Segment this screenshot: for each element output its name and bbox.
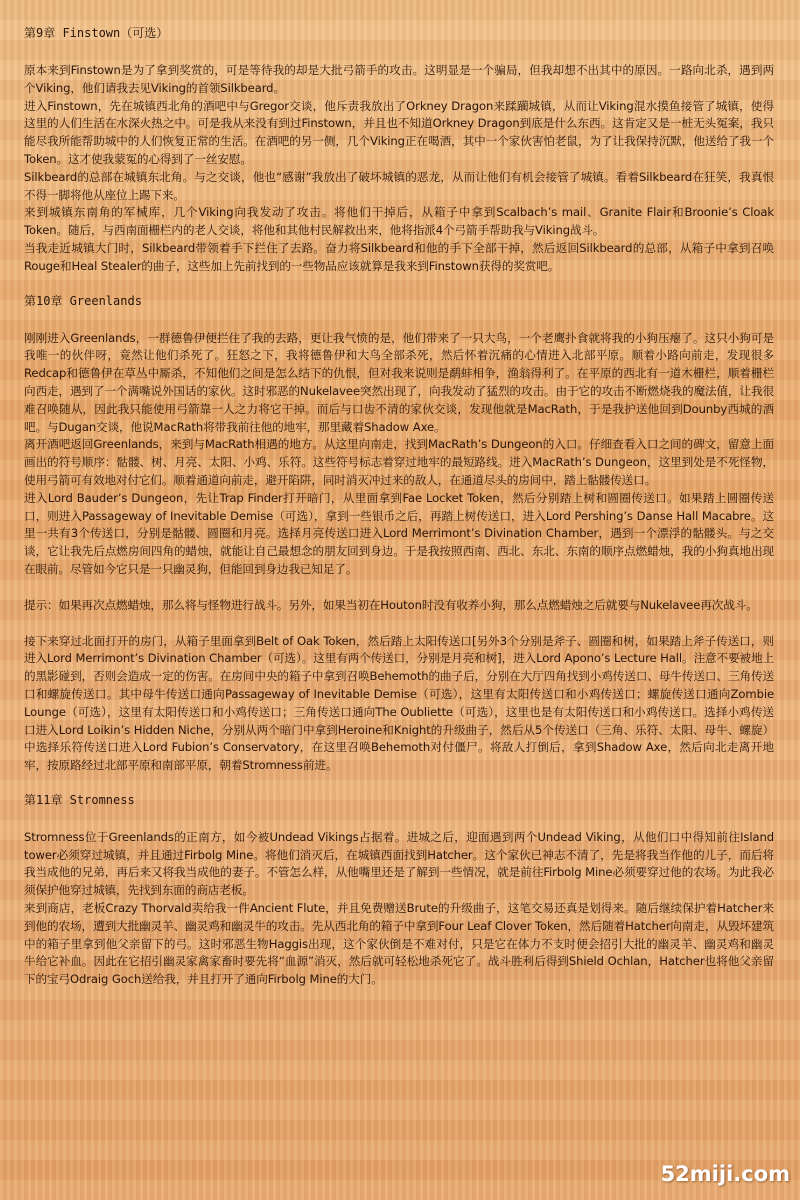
chapter-10-title: 第10章 Greenlands: [24, 293, 142, 308]
chapter-10-paragraph: 接下来穿过北面打开的房门，从箱子里面拿到Belt of Oak Token，然后踏上太阳传送口[另外3个分别是斧子、圆圈和树，如果踏上斧子传送口，则进入Lord Merrimont’s Divination Chamber（可选）。这里有两个传送口，分别是月亮和树]，进入Lord Apono’s Lecture Hall。注意不要被地上的黑影碰到，否则会造成一定的伤害。在房间中央的箱子中拿到召唤Behemoth的曲子后，分别在大厅四角找到小鸡传送口、母牛传送口、三角传送口和螺旋传送口。其中母牛传送口通向Passageway of Inevitable Demise（可选），这里有太阳传送口和小鸡传送口；螺旋传送口通向Zombie Lounge（可选），这里有太阳传送口和小鸡传送口；三角传送口通向The Oubliette（可选），这里也是有太阳传送口和小鸡传送口。选择小鸡传送口进入Lord Loikin’s Hidden Niche，分别从两个暗门中拿到Heroine和Knight的升级曲子，然后从5个传送口（三角、乐符、太阳、母牛、螺旋）中选择乐符传送口进入Lord Fubion’s Conservatory，在这里召唤Behemoth对付僵尸。将敌人打倒后，拿到Shadow Axe，然后向北走离开地牢，按原路经过北部平原和南部平原，朝着Stromness前进。: [24, 633, 774, 773]
chapter-10-paragraph: 进入Lord Bauder’s Dungeon，先让Trap Finder打开暗门，从里面拿到Fae Locket Token，然后分别踏上树和圆圈传送口。如果踏上圆圈传送口，则进入Passageway of Inevitable Demise（可选），拿到一些银币之后，再踏上树传送口，进入Lord Pershing’s Danse Hall Macabre。这里一共有3个传送口，分别是骷髅、圆圈和月亮。选择月亮传送口进入Lord Merrimont’s Divination Chamber，遇到一个漂浮的骷髅头。与之交谈，它让我先后点燃房间四角的蜡烛，就能让自己最想念的朋友回到身边。于是我按照西南、西北、东北、东南的顺序点燃蜡烛，我的小狗真地出现在眼前。尽管如今它只是一只幽灵狗，但能回到身边我已知足了。: [24, 490, 774, 576]
chapter-9-paragraph: 进入Finstown，先在城镇西北角的酒吧中与Gregor交谈，他斥责我放出了Orkney Dragon来蹂躏城镇，从而让Viking混水摸鱼接管了城镇，使得这里的人们生活在水深火热之中。可是我从来没有到过Finstown，并且也不知道Orkney Dragon到底是什么东西。这肯定又是一桩无头冤案，我只能尽我所能帮助城中的人们恢复正常的生活。在酒吧的另一侧，几个Viking正在喝酒，其中一个家伙害怕老鼠，为了让我保持沉默，他送给了我一个Token。这才使我蒙冤的心得到了一丝安慰。: [24, 98, 774, 166]
site-watermark: 52miji.com: [660, 1162, 790, 1186]
chapter-11-title: 第11章 Stromness: [24, 792, 135, 807]
chapter-10-paragraph: 刚刚进入Greenlands，一群德鲁伊便拦住了我的去路，更让我气愤的是，他们带来了一只大鸟，一个老鹰扑食就将我的小狗压瘪了。这只小狗可是我唯一的伙伴呀，竟然让他们杀死了。狂怒之下，我将德鲁伊和大鸟全部杀死，然后怀着沉痛的心情进入北部平原。顺着小路向前走，发现很多Redcap和德鲁伊在草丛中厮杀，不知他们之间是怎么结下的仇恨，但对我来说则是鹬蚌相争，渔翁得利了。在平原的西北有一道木栅栏，顺着栅栏向西走，遇到了一个满嘴说外国话的家伙。这时邪恶的Nukelavee突然出现了，向我发动了猛烈的攻击。由于它的攻击不断燃烧我的魔法值，让我很难召唤随从，因此我只能使用弓箭靠一人之力将它干掉。而后与口齿不清的家伙交谈，发现他就是MacRath，于是我护送他回到Dounby西城的酒吧。与Dugan交谈，他说MacRath将带我前往他的地牢，那里藏着Shadow Axe。: [24, 330, 774, 434]
chapter-10-tip: 提示：如果再次点燃蜡烛，那么将与怪物进行战斗。另外，如果当初在Houton时没有收养小狗，那么点燃蜡烛之后就要与Nukelavee再次战斗。: [24, 597, 758, 612]
chapter-9-paragraph: Silkbeard的总部在城镇东北角。与之交谈，他也“感谢”我放出了破坏城镇的恶龙，从而让他们有机会接管了城镇。看着Silkbeard在狂笑，我真恨不得一脚将他从座位上踢下来。: [24, 169, 774, 202]
chapter-9-paragraph: 当我走近城镇大门时，Silkbeard带领着手下拦住了去路。奋力将Silkbeard和他的手下全部干掉，然后返回Silkbeard的总部，从箱子中拿到召唤Rouge和Heal Stealer的曲子，这些加上先前找到的一些物品应该就算是我来到Finstown获得的奖赏吧。: [24, 240, 774, 273]
chapter-10: [24, 290, 774, 775]
chapter-11-paragraph: Stromness位于Greenlands的正南方，如今被Undead Vikings占据着。进城之后，迎面遇到两个Undead Viking，从他们口中得知前往Island tower必须穿过城镇，并且通过Firbolg Mine。将他们消灭后，在城镇西面找到Hatcher。这个家伙已神志不清了，先是将我当作他的儿子，而后将我当成他的兄弟，再后来又将我当成他的妻子。不管怎么样，从他嘴里还是了解到一些情况，就是前往Firbolg Mine必须要穿过他的农场。为此我必须保护他穿过城镇，先找到东面的商店老板。: [24, 829, 774, 898]
chapter-9-paragraph: 来到城镇东南角的军械库，几个Viking向我发动了攻击。将他们干掉后，从箱子中拿到Scalbach’s mail、Granite Flair和Broonie’s Cloak Token。随后，与西南面栅栏内的老人交谈，将他和其他村民解救出来，他将指派4个弓箭手帮助我与Viking战斗。: [24, 205, 774, 238]
chapter-11-paragraph: 来到商店，老板Crazy Thorvald卖给我一件Ancient Flute，并且免费赠送Brute的升级曲子，这笔交易还真是划得来。随后继续保护着Hatcher来到他的农场，遭到大批幽灵羊、幽灵鸡和幽灵牛的攻击。先从西北角的箱子中拿到Four Leaf Clover Token，然后随着Hatcher向南走，从毁坏建筑中的箱子里拿到他父亲留下的弓。这时邪恶生物Haggis出现，这个家伙倒是不难对付，只是它在体力不支时便会招引大批的幽灵羊、幽灵鸡和幽灵牛给它补血。因此在它招引幽灵家禽家畜时要先将“血源”消灭，然后就可轻松地杀死它了。战斗胜利后得到Shield Ochlan，Hatcher也将他父亲留下的宝弓Odraig Goch送给我，并且打开了通向Firbolg Mine的大门。: [24, 901, 774, 987]
chapter-9-title: 第9章 Finstown（可选）: [24, 26, 169, 40]
chapter-10-paragraph: 离开酒吧返回Greenlands，来到与MacRath相遇的地方。从这里向南走，找到MacRath’s Dungeon的入口。仔细查看入口之间的碑文，留意上面画出的符号顺序：骷髅、树、月亮、太阳、小鸡、乐符。这些符号标志着穿过地牢的最短路线。进入MacRath’s Dungeon，这里到处是不死怪物，使用弓箭可有效地对付它们。顺着通道向前走，避开陷阱，同时消灭冲过来的敌人，在通道尽头的房间中，踏上骷髅传送口。: [24, 437, 774, 487]
chapter-9: [24, 22, 774, 276]
guide-document: [24, 22, 774, 1003]
chapter-11: [24, 789, 774, 989]
chapter-9-paragraph: 原本来到Finstown是为了拿到奖赏的，可是等待我的却是大批弓箭手的攻击。这明显是一个骗局，但我却想不出其中的原因。一路向北杀，遇到两个Viking，他们请我去见Viking的首领Silkbeard。: [24, 63, 774, 95]
paragraph-gap: [24, 579, 774, 597]
paragraph-gap: [24, 615, 774, 633]
